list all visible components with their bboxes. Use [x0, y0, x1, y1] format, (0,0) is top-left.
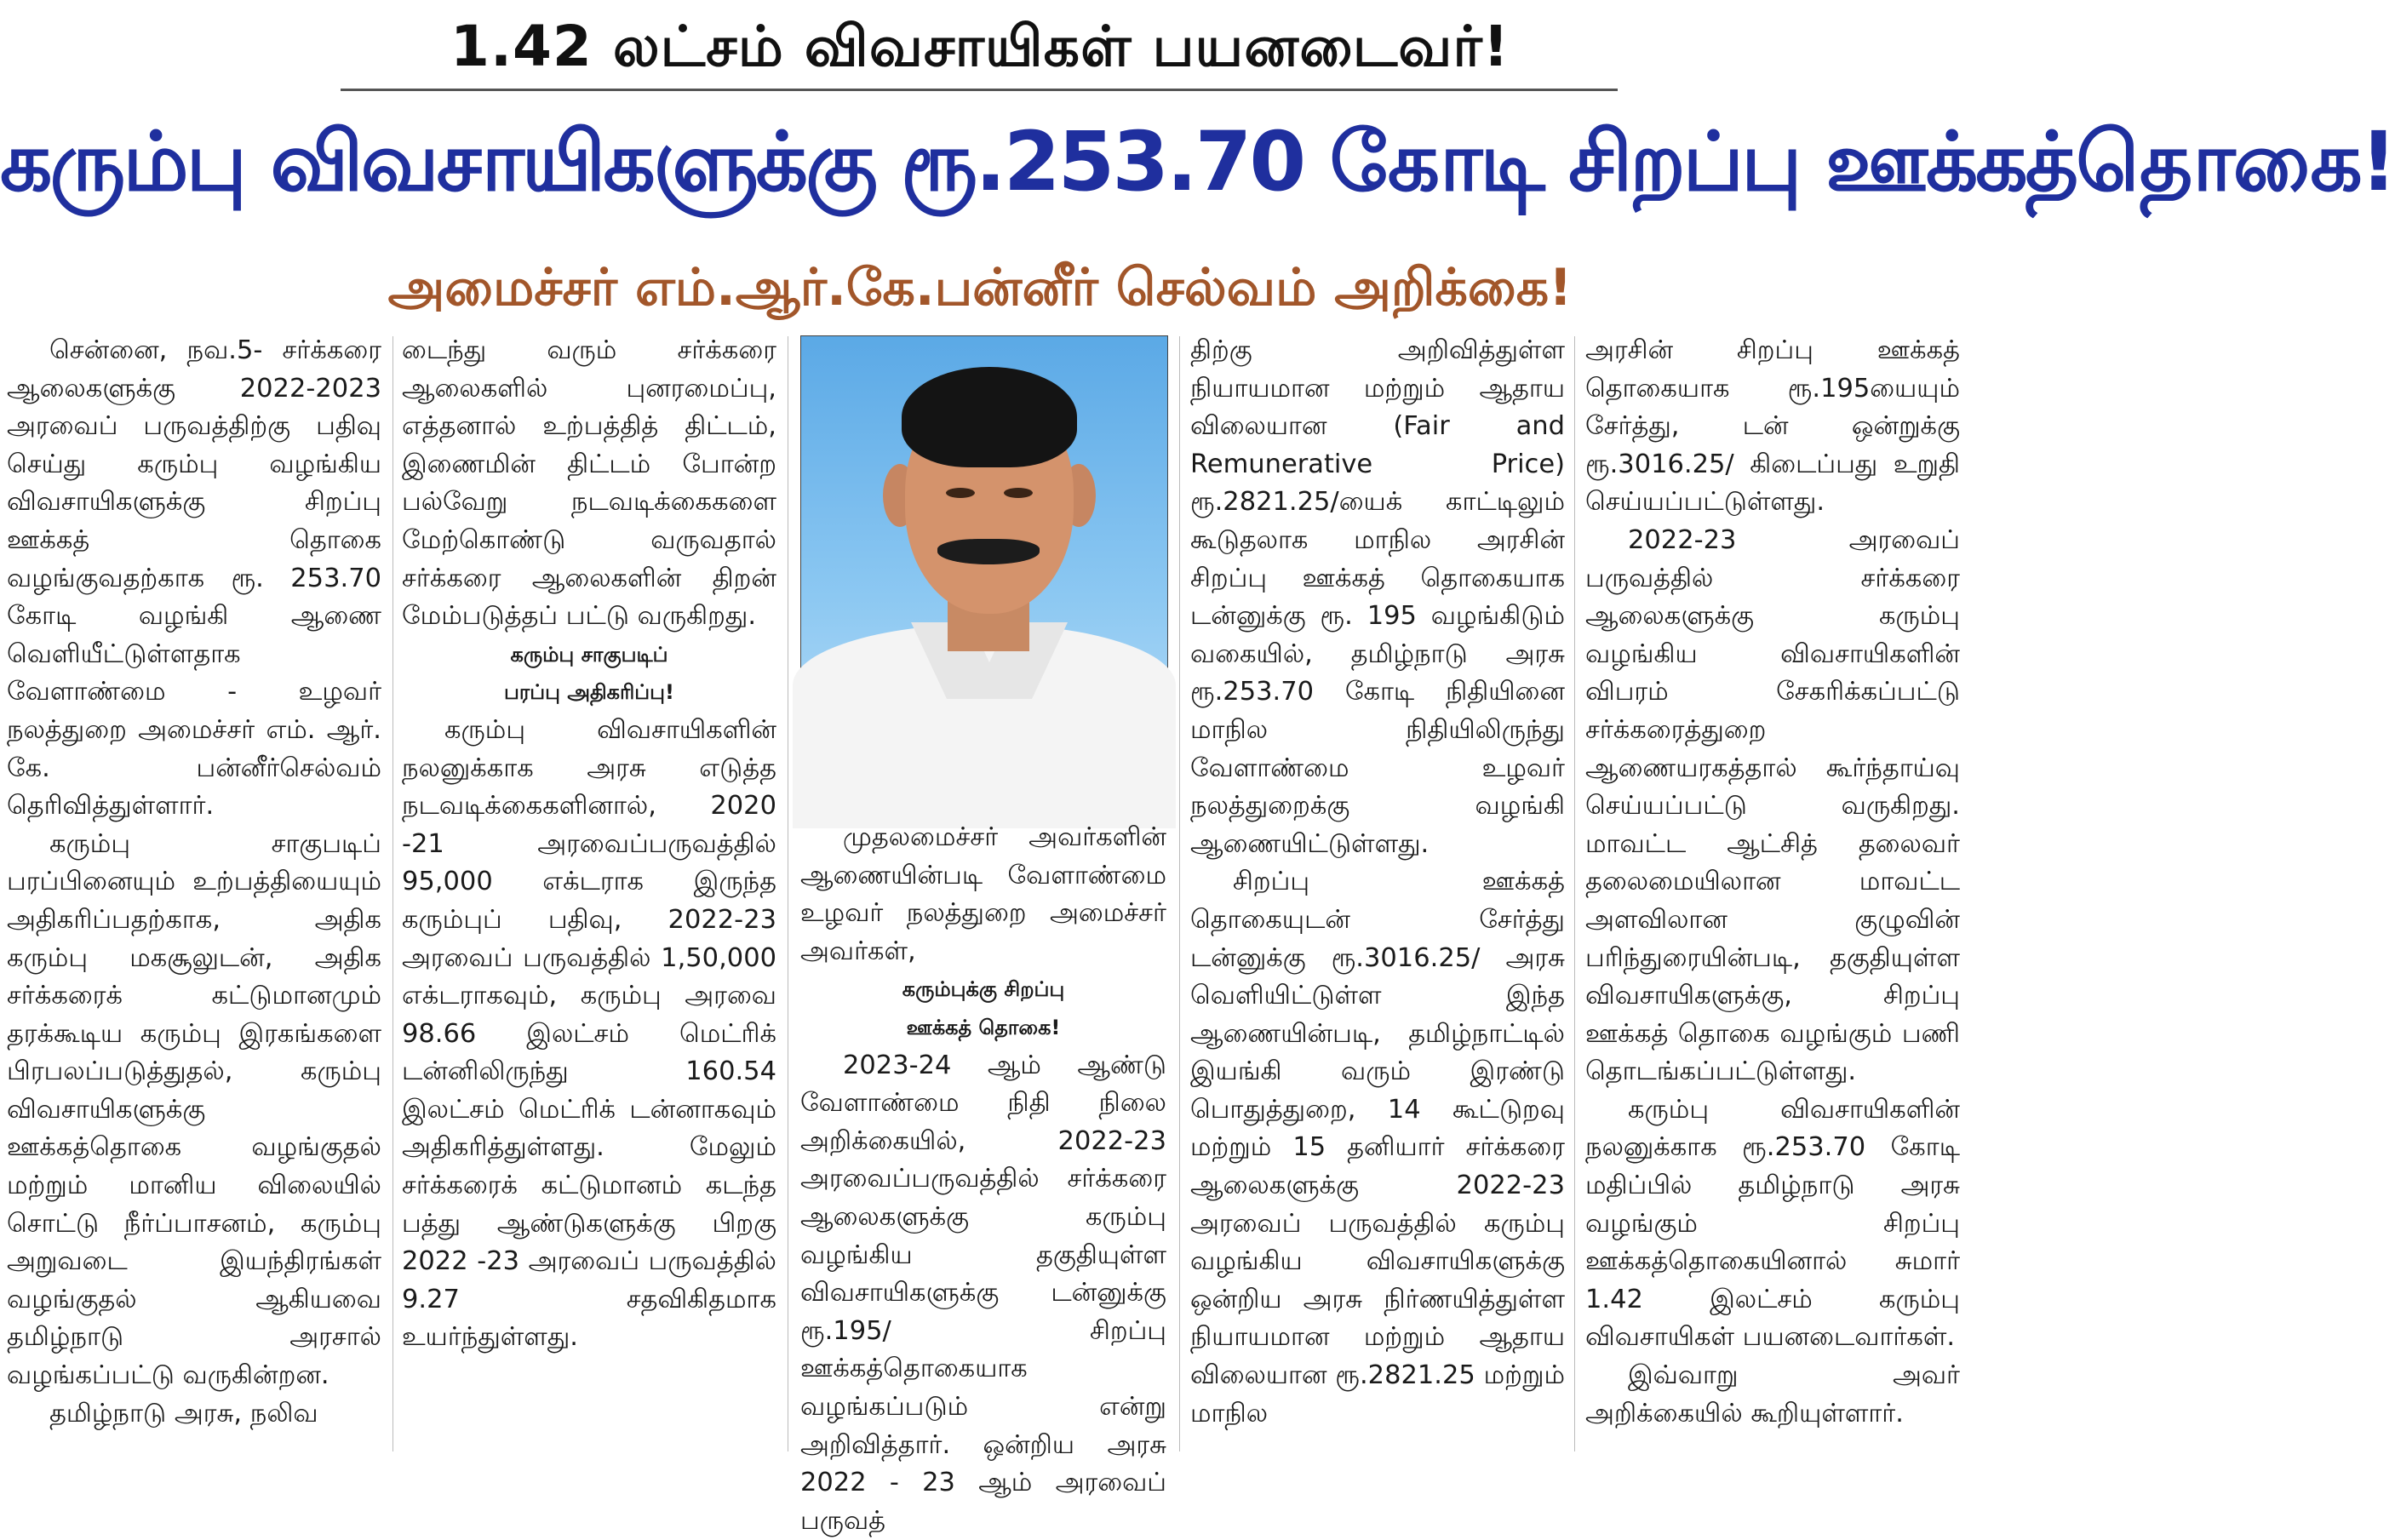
portrait-mustache	[937, 539, 1040, 564]
article-column-4	[1190, 332, 1565, 1460]
paragraph: கரும்பு சாகுபடிப் பரப்பினையும் உற்பத்தியையும் அதிகரிப்பதற்காக, அதிக கரும்பு மகசூலுடன், அதிக சர்க்கரைக் கட்டுமானமும் தரக்கூடிய கரும்பு இரகங்களை பிரபலப்படுத்துதல், கரும்பு விவசாயிகளுக்கு ஊக்கத்தொகை வழங்குதல் மற்றும் மானிய விலையில் சொட்டு நீர்ப்பாசனம், கரும்பு அறுவடை இயந்திரங்கள் வழங்குதல் ஆகியவை தமிழ்நாடு அரசால் வழங்கப்பட்டு வருகின்றன.	[7, 828, 381, 1391]
paragraph: சென்னை, நவ.5- சர்க்கரை ஆலைகளுக்கு 2022-2023 அரவைப் பருவத்திற்கு பதிவு செய்து கரும்பு வழங்கிய விவசாயிகளுக்கு சிறப்பு ஊக்கத் தொகை வழங்குவதற்காக ரூ. 253.70 கோடி வழங்கி ஆணை வெளியீட்டுள்ளதாக வேளாண்மை - உழவர் நலத்துறை அமைச்சர் எம். ஆர். கே. பன்னீர்செல்வம் தெரிவித்துள்ளார்.	[7, 335, 381, 822]
paragraph: கரும்பு விவசாயிகளின் நலனுக்காக ரூ.253.70 கோடி மதிப்பில் தமிழ்நாடு அரசு வழங்கும் சிறப்பு ஊக்கத்தொகையினால் சுமார் 1.42 இலட்சம் கரும்பு விவசாயிகள் பயனடைவார்கள்.	[1585, 1094, 1960, 1353]
article-column-1	[7, 332, 381, 1460]
article-column-3	[800, 819, 1166, 1536]
portrait-eye	[1004, 488, 1033, 498]
article-column-5	[1585, 332, 1960, 1460]
kicker-divider	[341, 89, 1618, 91]
column-divider	[1179, 336, 1180, 1451]
paragraph: இவ்வாறு அவர் அறிக்கையில் கூறியுள்ளார்.	[1585, 1360, 1960, 1428]
section-subheading: ஊக்கத் தொகை!	[906, 1015, 1061, 1039]
paragraph: திற்கு அறிவித்துள்ள நியாயமான மற்றும் ஆதாய விலையான (Fair and Remunerative Price) ரூ.2821.25/யைக் காட்டிலும் கூடுதலாக மாநில அரசின் சிறப்பு ஊக்கத் தொகையாக டன்னுக்கு ரூ. 195 வழங்கிடும் வகையில், தமிழ்நாடு அரசு ரூ.253.70 கோடி நிதியினை மாநில நிதியிலிருந்து வேளாண்மை உழவர் நலத்துறைக்கு வழங்கி ஆணையிட்டுள்ளது.	[1190, 335, 1565, 859]
sub-headline: அமைச்சர் எம்.ஆர்.கே.பன்னீர் செல்வம் அறிக்கை!	[387, 258, 1573, 318]
portrait-hair	[902, 367, 1077, 467]
minister-photo	[800, 335, 1168, 810]
photo-caption: முதலமைச்சர் அவர்களின் ஆணையின்படி வேளாண்மை உழவர் நலத்துறை அமைச்சர் அவர்கள்,	[800, 822, 1166, 966]
section-subheading: கரும்புக்கு சிறப்பு	[902, 977, 1065, 1002]
column-divider	[1574, 336, 1575, 1451]
paragraph: டைந்து வரும் சர்க்கரை ஆலைகளில் புனரமைப்பு, எத்தனால் உற்பத்தித் திட்டம், இணைமின் திட்டம் போன்ற பல்வேறு நடவடிக்கைகளை மேற்கொண்டு வருவதால் சர்க்கரை ஆலைகளின் திறன் மேம்படுத்தப் பட்டு வருகிறது.	[402, 335, 776, 632]
paragraph: 2023-24 ஆம் ஆண்டு வேளாண்மை நிதி நிலை அறிக்கையில், 2022-23 அரவைப்பருவத்தில் சர்க்கரை ஆலைகளுக்கு கரும்பு வழங்கிய தகுதியுள்ள விவசாயிகளுக்கு டன்னுக்கு ரூ.195/ சிறப்பு ஊக்கத்தொகையாக வழங்கப்படும் என்று அறிவித்தார். ஒன்றிய அரசு 2022 - 23 ஆம் அரவைப் பருவத்	[800, 1050, 1166, 1536]
kicker-headline: 1.42 லட்சம் விவசாயிகள் பயனடைவர்!	[450, 14, 1510, 79]
paragraph: தமிழ்நாடு அரசு, நலிவ	[49, 1398, 318, 1428]
paragraph: அரசின் சிறப்பு ஊக்கத் தொகையாக ரூ.195யையும் சேர்த்து, டன் ஒன்றுக்கு ரூ.3016.25/ கிடைப்பது உறுதி செய்யப்பட்டுள்ளது.	[1585, 335, 1960, 518]
paragraph: 2022-23 அரவைப் பருவத்தில் சர்க்கரை ஆலைகளுக்கு கரும்பு வழங்கிய விவசாயிகளின் விபரம் சேகரிக்கப்பட்டு சர்க்கரைத்துறை ஆணையரகத்தால் கூர்ந்தாய்வு செய்யப்பட்டு வருகிறது. மாவட்ட ஆட்சித் தலைவர் தலைமையிலான மாவட்ட அளவிலான குழுவின் பரிந்துரையின்படி, தகுதியுள்ள விவசாயிகளுக்கு, சிறப்பு ஊக்கத் தொகை வழங்கும் பணி தொடங்கப்பட்டுள்ளது.	[1585, 524, 1960, 1087]
paragraph: சிறப்பு ஊக்கத் தொகையுடன் சேர்த்து டன்னுக்கு ரூ.3016.25/ அரசு வெளியிட்டுள்ள இந்த ஆணையின்படி, தமிழ்நாட்டில் இயங்கி வரும் இரண்டு பொதுத்துறை, 14 கூட்டுறவு மற்றும் 15 தனியார் சர்க்கரை ஆலைகளுக்கு 2022-23 அரவைப் பருவத்தில் கரும்பு வழங்கிய விவசாயிகளுக்கு ஒன்றிய அரசு நிர்ணயித்துள்ள நியாயமான மற்றும் ஆதாய விலையான ரூ.2821.25 மற்றும் மாநில	[1190, 867, 1565, 1428]
section-subheading: கரும்பு சாகுபடிப்	[510, 642, 668, 667]
main-headline: கரும்பு விவசாயிகளுக்கு ரூ.253.70 கோடி சிறப்பு ஊக்கத்தொகை!	[0, 114, 2395, 209]
column-divider	[392, 336, 393, 1451]
article-column-2	[402, 332, 776, 1460]
paragraph: கரும்பு விவசாயிகளின் நலனுக்காக அரசு எடுத்த நடவடிக்கைகளினால், 2020 -21 அரவைப்பருவத்தில் 95,000 எக்டராக இருந்த கரும்புப் பதிவு, 2022-23 அரவைப் பருவத்தில் 1,50,000 எக்டராகவும், கரும்பு அரவை 98.66 இலட்சம் மெட்ரிக் டன்னிலிருந்து 160.54 இலட்சம் மெட்ரிக் டன்னாகவும் அதிகரித்துள்ளது. மேலும் சர்க்கரைக் கட்டுமானம் கடந்த பத்து ஆண்டுகளுக்கு பிறகு 2022 -23 அரவைப் பருவத்தில் 9.27 சதவிகிதமாக உயர்ந்துள்ளது.	[402, 714, 776, 1353]
portrait-eye	[946, 488, 975, 498]
section-subheading: பரப்பு அதிகரிப்பு!	[504, 680, 674, 705]
